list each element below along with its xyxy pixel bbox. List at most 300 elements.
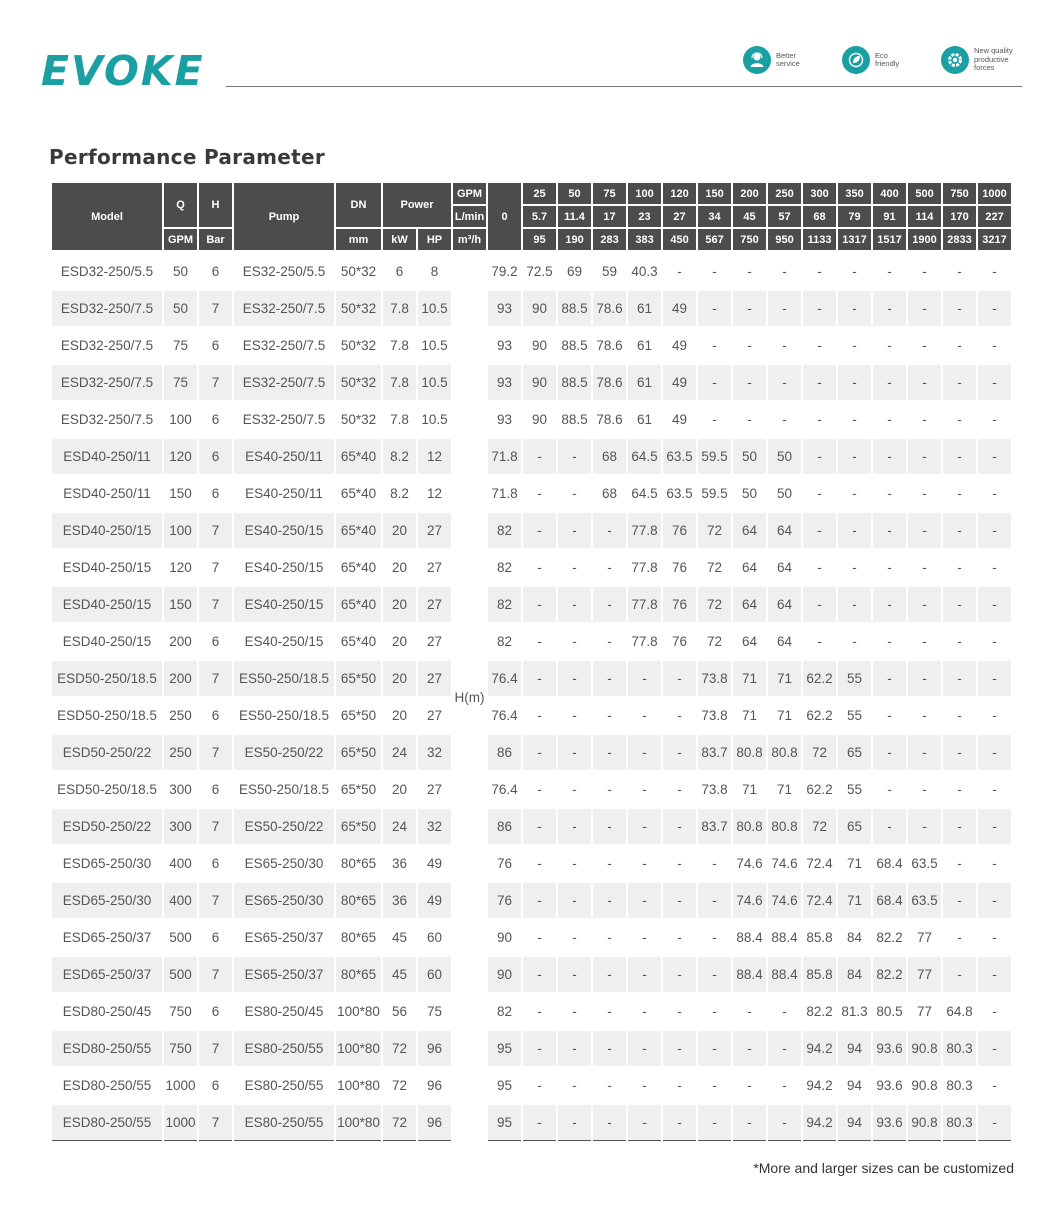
cell-head: - — [698, 881, 731, 918]
cell-head: 50 — [768, 437, 801, 474]
cell-head: - — [593, 918, 626, 955]
cell-model: ESD32-250/7.5 — [52, 326, 162, 363]
cell-head: 64.5 — [628, 474, 661, 511]
table-row — [52, 733, 1011, 770]
cell-dn: 65*40 — [336, 585, 381, 622]
cell-h: 7 — [199, 548, 232, 585]
cell-head: - — [768, 1066, 801, 1103]
flow-gpm: 25 — [523, 183, 556, 206]
flow-m3h: 3217 — [978, 229, 1011, 252]
cell-h: 7 — [199, 1029, 232, 1066]
cell-head: - — [593, 1029, 626, 1066]
cell-head: 74.6 — [768, 881, 801, 918]
cell-head-zero-flow: 76.4 — [488, 770, 521, 807]
cell-head: 76 — [663, 585, 696, 622]
cell-q: 300 — [164, 770, 197, 807]
cell-head: 80.8 — [768, 733, 801, 770]
col-header-dn-unit: mm — [336, 229, 381, 252]
head-axis-label: H(m) — [453, 252, 486, 1141]
cell-head: - — [768, 289, 801, 326]
cell-head: 90 — [523, 326, 556, 363]
cell-head: 77 — [908, 918, 941, 955]
cell-hp: 10.5 — [418, 400, 451, 437]
section-title: Performance Parameter — [49, 145, 326, 169]
cell-q: 200 — [164, 659, 197, 696]
cell-head: - — [978, 400, 1011, 437]
cell-hp: 27 — [418, 770, 451, 807]
cell-head: - — [558, 955, 591, 992]
flow-lmin: 34 — [698, 206, 731, 229]
cell-head: - — [943, 696, 976, 733]
cell-kw: 72 — [383, 1029, 416, 1066]
cell-head: 78.6 — [593, 363, 626, 400]
cell-head: 62.2 — [803, 770, 836, 807]
cell-head: - — [978, 770, 1011, 807]
cell-head: 61 — [628, 400, 661, 437]
cell-head-zero-flow: 95 — [488, 1066, 521, 1103]
cell-head: 72.4 — [803, 881, 836, 918]
cell-q: 100 — [164, 400, 197, 437]
cell-head: 62.2 — [803, 659, 836, 696]
cell-pump: ES50-250/22 — [234, 807, 334, 844]
cell-head: 63.5 — [908, 844, 941, 881]
cell-head: - — [698, 918, 731, 955]
cell-head: - — [698, 289, 731, 326]
cell-kw: 72 — [383, 1066, 416, 1103]
cell-head: - — [803, 400, 836, 437]
cell-q: 75 — [164, 326, 197, 363]
cell-head: - — [523, 696, 556, 733]
cell-head: 88.4 — [733, 955, 766, 992]
cell-head: - — [663, 918, 696, 955]
flow-m3h: 2833 — [943, 229, 976, 252]
cell-model: ESD65-250/37 — [52, 955, 162, 992]
cell-head: 88.4 — [768, 918, 801, 955]
cell-head: - — [943, 289, 976, 326]
cell-head-zero-flow: 76.4 — [488, 659, 521, 696]
flow-gpm: 200 — [733, 183, 766, 206]
cell-head: - — [698, 992, 731, 1029]
cell-head: - — [523, 955, 556, 992]
cell-kw: 6 — [383, 252, 416, 289]
cell-head: - — [838, 326, 871, 363]
table-row — [52, 400, 1011, 437]
cell-head: - — [663, 807, 696, 844]
cell-h: 7 — [199, 733, 232, 770]
badge-label-line: Eco — [875, 50, 888, 60]
cell-head: - — [593, 770, 626, 807]
cell-head: - — [593, 807, 626, 844]
cell-h: 7 — [199, 881, 232, 918]
cell-head: 49 — [663, 326, 696, 363]
cell-head: 94 — [838, 1029, 871, 1066]
cell-head: - — [558, 696, 591, 733]
cell-head: - — [628, 1066, 661, 1103]
cell-head: 73.8 — [698, 696, 731, 733]
cell-head: 88.5 — [558, 326, 591, 363]
cell-head: - — [908, 733, 941, 770]
cell-head: - — [908, 622, 941, 659]
cell-head: 73.8 — [698, 770, 731, 807]
cell-h: 7 — [199, 807, 232, 844]
cell-head: - — [663, 955, 696, 992]
cell-head: 71 — [838, 844, 871, 881]
cell-q: 50 — [164, 252, 197, 289]
cell-head: - — [873, 659, 906, 696]
cell-pump: ES32-250/7.5 — [234, 326, 334, 363]
table-row — [52, 881, 1011, 918]
cell-pump: ES80-250/55 — [234, 1029, 334, 1066]
cell-head: 64 — [733, 585, 766, 622]
cell-head: - — [908, 659, 941, 696]
cell-head: 61 — [628, 289, 661, 326]
cell-dn: 65*50 — [336, 770, 381, 807]
cell-head-zero-flow: 79.2 — [488, 252, 521, 289]
flow-lmin: 27 — [663, 206, 696, 229]
cell-head: 71 — [733, 770, 766, 807]
cell-dn: 65*50 — [336, 733, 381, 770]
cell-head: - — [663, 1066, 696, 1103]
cell-head: 93.6 — [873, 1103, 906, 1141]
cell-head: - — [978, 622, 1011, 659]
table-row — [52, 659, 1011, 696]
cell-kw: 36 — [383, 844, 416, 881]
cell-h: 7 — [199, 659, 232, 696]
cell-head: - — [733, 992, 766, 1029]
cell-hp: 10.5 — [418, 363, 451, 400]
cell-head: - — [838, 585, 871, 622]
cell-head: - — [593, 548, 626, 585]
cell-h: 6 — [199, 400, 232, 437]
cell-hp: 32 — [418, 807, 451, 844]
cell-head: - — [838, 437, 871, 474]
cell-head: 72.5 — [523, 252, 556, 289]
cell-head: - — [558, 659, 591, 696]
cell-head: - — [873, 696, 906, 733]
cell-head: 61 — [628, 326, 661, 363]
cell-h: 6 — [199, 252, 232, 289]
cell-head: - — [663, 1029, 696, 1066]
cell-head: 72 — [698, 511, 731, 548]
cell-head: 94 — [838, 1066, 871, 1103]
cell-q: 750 — [164, 992, 197, 1029]
table-row — [52, 585, 1011, 622]
cell-head: 49 — [663, 363, 696, 400]
cell-head: - — [593, 622, 626, 659]
cell-head: - — [558, 1103, 591, 1141]
cell-model: ESD32-250/7.5 — [52, 363, 162, 400]
cell-head-zero-flow: 93 — [488, 363, 521, 400]
cell-model: ESD32-250/7.5 — [52, 289, 162, 326]
cell-head: 93.6 — [873, 1029, 906, 1066]
cell-h: 7 — [199, 1103, 232, 1141]
cell-head: - — [943, 363, 976, 400]
cell-pump: ES50-250/18.5 — [234, 696, 334, 733]
cell-head: - — [523, 992, 556, 1029]
cell-pump: ES40-250/11 — [234, 437, 334, 474]
cell-kw: 8.2 — [383, 474, 416, 511]
table-row — [52, 955, 1011, 992]
flow-lmin: 17 — [593, 206, 626, 229]
cell-head: 76 — [663, 622, 696, 659]
cell-head: - — [978, 1029, 1011, 1066]
cell-head-zero-flow: 82 — [488, 585, 521, 622]
badge-eco-friendly — [842, 46, 923, 74]
cell-head: - — [943, 881, 976, 918]
cell-head: 40.3 — [628, 252, 661, 289]
flow-gpm: 120 — [663, 183, 696, 206]
cell-head: - — [908, 326, 941, 363]
cell-head: - — [593, 992, 626, 1029]
cell-head: 71 — [838, 881, 871, 918]
cell-dn: 65*40 — [336, 474, 381, 511]
cell-head: 88.5 — [558, 363, 591, 400]
cell-q: 750 — [164, 1029, 197, 1066]
cell-kw: 7.8 — [383, 400, 416, 437]
cell-head: - — [838, 622, 871, 659]
cell-head: - — [838, 548, 871, 585]
cell-head: - — [593, 659, 626, 696]
cell-head: - — [698, 955, 731, 992]
cell-head: - — [523, 733, 556, 770]
cell-head: - — [978, 844, 1011, 881]
cell-pump: ES80-250/55 — [234, 1103, 334, 1141]
cell-head: - — [558, 881, 591, 918]
cell-head: 72.4 — [803, 844, 836, 881]
cell-kw: 36 — [383, 881, 416, 918]
cell-head: - — [908, 807, 941, 844]
cell-pump: ES40-250/15 — [234, 511, 334, 548]
cell-head-zero-flow: 95 — [488, 1103, 521, 1141]
cell-head-zero-flow: 86 — [488, 733, 521, 770]
cell-head: 77.8 — [628, 585, 661, 622]
cell-kw: 20 — [383, 585, 416, 622]
cell-head: - — [838, 511, 871, 548]
cell-head: 64 — [768, 548, 801, 585]
cell-head: - — [908, 474, 941, 511]
cell-q: 400 — [164, 881, 197, 918]
cell-head: 55 — [838, 696, 871, 733]
cell-head: 64 — [768, 622, 801, 659]
cell-head: - — [698, 1066, 731, 1103]
cell-pump: ES80-250/55 — [234, 1066, 334, 1103]
cell-head: - — [943, 585, 976, 622]
cell-head: 90 — [523, 363, 556, 400]
cell-head: - — [908, 548, 941, 585]
cell-head-zero-flow: 82 — [488, 622, 521, 659]
cell-head: - — [978, 807, 1011, 844]
cell-kw: 24 — [383, 807, 416, 844]
col-header-m3h: m³/h — [453, 229, 486, 252]
cell-h: 6 — [199, 1066, 232, 1103]
cell-q: 300 — [164, 807, 197, 844]
cell-head: - — [978, 733, 1011, 770]
table-row — [52, 622, 1011, 659]
cell-hp: 12 — [418, 437, 451, 474]
cell-head: - — [908, 770, 941, 807]
cell-head: 50 — [768, 474, 801, 511]
cell-head: - — [523, 1029, 556, 1066]
cell-head: 80.3 — [943, 1029, 976, 1066]
cell-head: - — [558, 474, 591, 511]
cell-head-zero-flow: 76.4 — [488, 696, 521, 733]
cell-model: ESD50-250/22 — [52, 733, 162, 770]
cell-h: 6 — [199, 622, 232, 659]
cell-hp: 49 — [418, 844, 451, 881]
cell-h: 6 — [199, 918, 232, 955]
cell-q: 50 — [164, 289, 197, 326]
cell-head: - — [628, 844, 661, 881]
col-header-gpm: GPM — [453, 183, 486, 206]
cell-head-zero-flow: 90 — [488, 955, 521, 992]
cell-head: 85.8 — [803, 918, 836, 955]
cell-dn: 65*40 — [336, 548, 381, 585]
cell-head: - — [558, 1066, 591, 1103]
cell-model: ESD80-250/55 — [52, 1029, 162, 1066]
cell-head: 88.4 — [768, 955, 801, 992]
cell-head: - — [558, 585, 591, 622]
cell-head: 94.2 — [803, 1103, 836, 1141]
cell-dn: 65*40 — [336, 511, 381, 548]
cell-head: - — [593, 511, 626, 548]
cell-kw: 8.2 — [383, 437, 416, 474]
cell-q: 1000 — [164, 1103, 197, 1141]
flow-gpm: 350 — [838, 183, 871, 206]
cell-head: - — [523, 474, 556, 511]
cell-head: 63.5 — [663, 437, 696, 474]
flow-m3h: 1900 — [908, 229, 941, 252]
cell-pump: ES65-250/37 — [234, 918, 334, 955]
col-header-kw: kW — [383, 229, 416, 252]
cell-head: - — [663, 252, 696, 289]
cell-head: - — [628, 1103, 661, 1141]
cell-q: 500 — [164, 955, 197, 992]
cell-head: - — [873, 474, 906, 511]
flow-m3h: 750 — [733, 229, 766, 252]
cell-head: 83.7 — [698, 733, 731, 770]
cell-h: 6 — [199, 992, 232, 1029]
flow-lmin: 170 — [943, 206, 976, 229]
badge-label-line: forces — [974, 63, 995, 73]
cell-head: - — [628, 918, 661, 955]
flow-m3h: 190 — [558, 229, 591, 252]
cell-head: - — [873, 548, 906, 585]
cell-head-zero-flow: 95 — [488, 1029, 521, 1066]
cell-hp: 75 — [418, 992, 451, 1029]
cell-head: 78.6 — [593, 400, 626, 437]
table-row — [52, 548, 1011, 585]
cell-pump: ES50-250/18.5 — [234, 770, 334, 807]
cell-head: - — [978, 252, 1011, 289]
cell-head: 78.6 — [593, 289, 626, 326]
cell-head: 80.8 — [768, 807, 801, 844]
cell-head: - — [558, 770, 591, 807]
cell-pump: ES32-250/7.5 — [234, 363, 334, 400]
flow-m3h: 383 — [628, 229, 661, 252]
cell-head: - — [663, 844, 696, 881]
cell-model: ESD40-250/11 — [52, 437, 162, 474]
cell-head: 68.4 — [873, 881, 906, 918]
cell-dn: 50*32 — [336, 289, 381, 326]
cell-head: 76 — [663, 548, 696, 585]
cell-head: 64 — [768, 511, 801, 548]
cell-head: - — [733, 326, 766, 363]
flow-lmin: 79 — [838, 206, 871, 229]
cell-head: - — [943, 437, 976, 474]
cell-head: - — [628, 1029, 661, 1066]
cell-head: - — [978, 511, 1011, 548]
cell-head-zero-flow: 76 — [488, 844, 521, 881]
cell-head: - — [978, 955, 1011, 992]
cell-head: 71 — [768, 659, 801, 696]
cell-head: 81.3 — [838, 992, 871, 1029]
cell-head: 64.8 — [943, 992, 976, 1029]
cell-pump: ES40-250/15 — [234, 585, 334, 622]
flow-gpm: 50 — [558, 183, 591, 206]
cell-head: 73.8 — [698, 659, 731, 696]
cell-pump: ES40-250/15 — [234, 548, 334, 585]
cell-head: 59.5 — [698, 437, 731, 474]
cell-head: 62.2 — [803, 696, 836, 733]
cell-head: - — [523, 511, 556, 548]
cell-head: 64 — [768, 585, 801, 622]
feature-badges — [743, 46, 1022, 74]
cell-head: - — [978, 696, 1011, 733]
flow-gpm: 75 — [593, 183, 626, 206]
cell-model: ESD50-250/22 — [52, 807, 162, 844]
cell-head: 64 — [733, 511, 766, 548]
cell-model: ESD40-250/15 — [52, 585, 162, 622]
flow-lmin: 45 — [733, 206, 766, 229]
table-row — [52, 252, 1011, 289]
cell-h: 7 — [199, 585, 232, 622]
cell-head: 71 — [768, 770, 801, 807]
flow-m3h: 450 — [663, 229, 696, 252]
cell-head: - — [628, 733, 661, 770]
cell-head: - — [943, 955, 976, 992]
cell-head: - — [873, 733, 906, 770]
cell-head: 55 — [838, 659, 871, 696]
cell-head: - — [593, 733, 626, 770]
cell-pump: ES65-250/30 — [234, 844, 334, 881]
flow-gpm: 750 — [943, 183, 976, 206]
cell-model: ESD32-250/7.5 — [52, 400, 162, 437]
cell-head: - — [698, 326, 731, 363]
cell-head: - — [943, 918, 976, 955]
cell-head: - — [803, 511, 836, 548]
cell-head: 72 — [698, 622, 731, 659]
flow-lmin: 91 — [873, 206, 906, 229]
cell-head: - — [978, 437, 1011, 474]
cell-head: 63.5 — [908, 881, 941, 918]
col-header-zero: 0 — [488, 183, 521, 252]
col-header-q: Q — [164, 183, 197, 229]
badge-label-line: Better — [776, 50, 797, 60]
cell-head: - — [558, 844, 591, 881]
cell-hp: 96 — [418, 1029, 451, 1066]
cell-head: - — [908, 511, 941, 548]
cell-head: 50 — [733, 474, 766, 511]
cell-hp: 8 — [418, 252, 451, 289]
cell-head: - — [698, 252, 731, 289]
cell-q: 75 — [164, 363, 197, 400]
table-row — [52, 696, 1011, 733]
cell-q: 200 — [164, 622, 197, 659]
cell-head: - — [943, 474, 976, 511]
cell-dn: 80*65 — [336, 955, 381, 992]
flow-lmin: 114 — [908, 206, 941, 229]
cell-head: - — [838, 363, 871, 400]
